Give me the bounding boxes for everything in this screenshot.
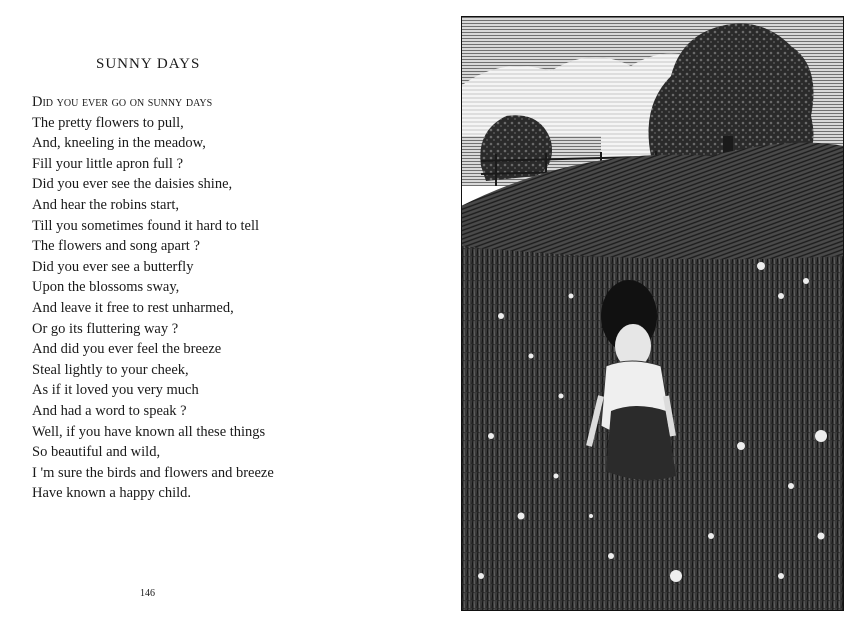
- poem-line: And hear the robins start,: [32, 196, 179, 213]
- poem-text: [32, 92, 274, 504]
- poem-line: The flowers and song apart ?: [32, 238, 200, 255]
- poem-line: Steal lightly to your cheek,: [32, 361, 189, 378]
- page-number: 146: [140, 588, 155, 599]
- poem-line: The pretty flowers to pull,: [32, 114, 184, 131]
- poem-line: Or go its fluttering way ?: [32, 320, 179, 337]
- poem-line: And had a word to speak ?: [32, 402, 187, 419]
- poem-line: And did you ever feel the breeze: [32, 341, 222, 358]
- poem-line: And, kneeling in the meadow,: [32, 135, 206, 152]
- poem-line: And leave it free to rest unharmed,: [32, 299, 234, 316]
- meadow-engraving-illustration: [461, 16, 844, 611]
- poem-line: Did you ever see the daisies shine,: [32, 176, 233, 193]
- poem-line: Till you sometimes found it hard to tell: [32, 217, 260, 234]
- poem-line: So beautiful and wild,: [32, 444, 161, 461]
- poem-line: Upon the blossoms sway,: [32, 279, 180, 296]
- poem-line: Did you ever go on sunny days: [32, 94, 213, 110]
- poem-line: Well, if you have known all these things: [32, 423, 266, 440]
- poem-line: Have known a happy child.: [32, 485, 192, 502]
- poem-line: I 'm sure the birds and flowers and breeze: [32, 464, 274, 481]
- poem-line: Fill your little apron full ?: [32, 155, 184, 172]
- poem-line: Did you ever see a butterfly: [32, 258, 194, 275]
- poem-title: SUNNY DAYS: [96, 56, 201, 72]
- poem-line: As if it loved you very much: [32, 382, 199, 399]
